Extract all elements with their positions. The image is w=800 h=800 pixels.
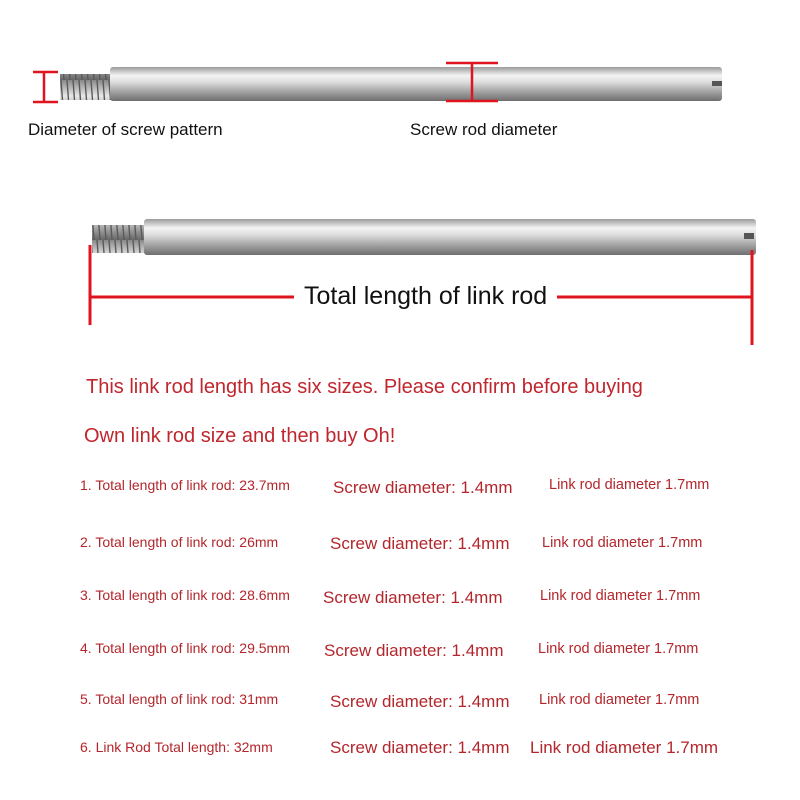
size-rod-diameter: Link rod diameter 1.7mm — [549, 477, 710, 493]
rod-diameter-label: Screw rod diameter — [410, 120, 558, 139]
size-screw-diameter: Screw diameter: 1.4mm — [330, 738, 510, 757]
size-length: 2. Total length of link rod: 26mm — [80, 534, 279, 550]
rod-slot-2 — [744, 233, 754, 239]
link-rod-1 — [60, 67, 722, 101]
size-rod-diameter: Link rod diameter 1.7mm — [538, 641, 699, 657]
size-screw-diameter: Screw diameter: 1.4mm — [330, 692, 510, 711]
size-row-1 — [0, 474, 800, 504]
size-length: 6. Link Rod Total length: 32mm — [80, 739, 273, 755]
size-screw-diameter: Screw diameter: 1.4mm — [333, 478, 513, 497]
size-row-5 — [0, 689, 800, 719]
size-row-2 — [0, 531, 800, 561]
size-rod-diameter: Link rod diameter 1.7mm — [542, 535, 703, 551]
notice-line-1: This link rod length has six sizes. Please confirm before buying — [86, 376, 643, 398]
size-length: 4. Total length of link rod: 29.5mm — [80, 640, 290, 656]
size-length: 1. Total length of link rod: 23.7mm — [80, 477, 290, 493]
size-rod-diameter: Link rod diameter 1.7mm — [539, 692, 700, 708]
size-row-4 — [0, 638, 800, 668]
screw-thread-1 — [60, 74, 112, 100]
size-screw-diameter: Screw diameter: 1.4mm — [324, 641, 504, 660]
size-screw-diameter: Screw diameter: 1.4mm — [323, 588, 503, 607]
size-screw-diameter: Screw diameter: 1.4mm — [330, 534, 510, 553]
screw-pattern-label: Diameter of screw pattern — [28, 120, 223, 139]
link-rod-2 — [92, 219, 756, 255]
rod-shaft-2 — [144, 219, 756, 255]
size-row-3 — [0, 584, 800, 614]
size-length: 3. Total length of link rod: 28.6mm — [80, 587, 290, 603]
size-length: 5. Total length of link rod: 31mm — [80, 691, 279, 707]
size-row-6 — [0, 736, 800, 766]
size-rod-diameter: Link rod diameter 1.7mm — [540, 588, 701, 604]
screw-pattern-marker — [33, 72, 58, 102]
notice-line-2: Own link rod size and then buy Oh! — [84, 425, 396, 447]
size-rod-diameter: Link rod diameter 1.7mm — [530, 738, 719, 757]
rod-shaft-1 — [110, 67, 722, 101]
screw-thread-2 — [92, 225, 146, 253]
total-length-label: Total length of link rod — [294, 282, 557, 311]
rod-slot-1 — [712, 81, 722, 86]
